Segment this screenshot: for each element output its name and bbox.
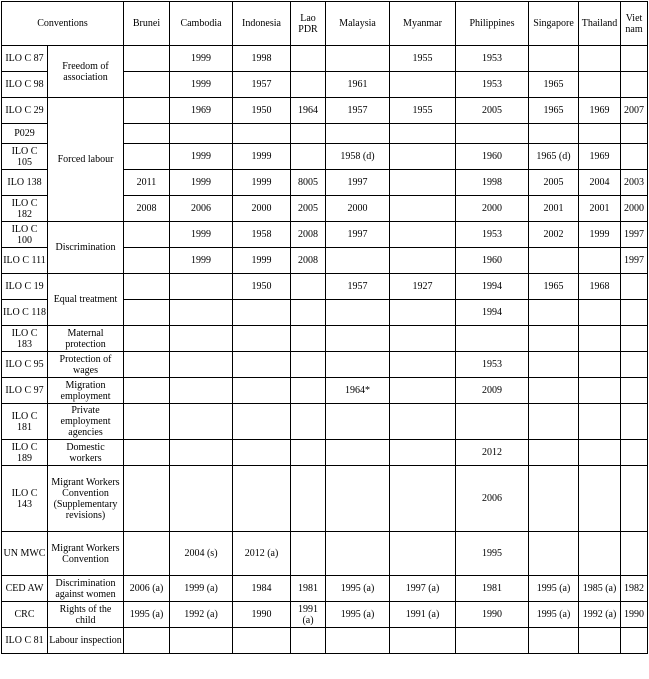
ratification-cell: 1999 xyxy=(170,46,233,72)
ratification-cell xyxy=(529,326,579,352)
ratification-cell xyxy=(291,466,326,532)
ratification-cell: 1985 (a) xyxy=(579,576,621,602)
convention-theme: Labour inspection xyxy=(48,628,124,654)
ratification-cell xyxy=(170,352,233,378)
ratification-cell xyxy=(291,72,326,98)
convention-code: ILO C 143 xyxy=(2,466,48,532)
convention-code: CRC xyxy=(2,602,48,628)
convention-theme: Rights of the child xyxy=(48,602,124,628)
ratification-cell xyxy=(390,440,456,466)
ratification-cell: 1999 xyxy=(170,222,233,248)
ratification-cell xyxy=(579,628,621,654)
ratification-cell xyxy=(124,352,170,378)
ratification-cell: 2005 xyxy=(456,98,529,124)
ratification-cell xyxy=(291,628,326,654)
ratification-cell: 1999 xyxy=(233,248,291,274)
ratification-cell xyxy=(170,124,233,144)
ratification-cell xyxy=(390,466,456,532)
table-row xyxy=(2,466,648,532)
convention-theme: Maternal protection xyxy=(48,326,124,352)
ratification-cell: 2008 xyxy=(291,222,326,248)
convention-code: ILO C 81 xyxy=(2,628,48,654)
ratification-cell: 1995 (a) xyxy=(124,602,170,628)
ratification-cell xyxy=(291,532,326,576)
ratification-cell xyxy=(390,628,456,654)
ratification-cell: 1957 xyxy=(233,72,291,98)
ratification-cell: 1997 xyxy=(326,170,390,196)
column-header-indonesia: Indonesia xyxy=(233,2,291,46)
ratification-cell: 1965 (d) xyxy=(529,144,579,170)
ratification-cell xyxy=(291,274,326,300)
ratification-cell: 1969 xyxy=(579,144,621,170)
ratification-cell: 2002 xyxy=(529,222,579,248)
convention-code: ILO C 118 xyxy=(2,300,48,326)
convention-theme: Migration employment xyxy=(48,378,124,404)
ratification-cell xyxy=(124,222,170,248)
ratification-cell xyxy=(291,300,326,326)
ratification-cell xyxy=(390,352,456,378)
ratification-cell xyxy=(621,46,648,72)
ratification-cell: 1953 xyxy=(456,72,529,98)
convention-code: ILO C 183 xyxy=(2,326,48,352)
ratification-cell xyxy=(390,144,456,170)
ratification-cell xyxy=(291,326,326,352)
column-header-thailand: Thailand xyxy=(579,2,621,46)
ratification-cell xyxy=(291,124,326,144)
ratification-cell: 1927 xyxy=(390,274,456,300)
table-row xyxy=(2,576,648,602)
ratification-cell xyxy=(170,300,233,326)
ratification-cell xyxy=(621,440,648,466)
column-header-brunei: Brunei xyxy=(124,2,170,46)
ratification-cell xyxy=(291,440,326,466)
ratification-cell: 1991 (a) xyxy=(291,602,326,628)
ratification-cell: 1990 xyxy=(621,602,648,628)
convention-theme: Equal treatment xyxy=(48,274,124,326)
ratification-cell: 2005 xyxy=(529,170,579,196)
ratification-cell xyxy=(170,628,233,654)
ratification-cell: 1981 xyxy=(456,576,529,602)
ratification-cell xyxy=(326,532,390,576)
ratification-cell: 1992 (a) xyxy=(579,602,621,628)
ratification-cell xyxy=(579,466,621,532)
ratification-cell xyxy=(390,326,456,352)
ratification-cell: 1991 (a) xyxy=(390,602,456,628)
convention-theme: Freedom of association xyxy=(48,46,124,98)
column-header-malaysia: Malaysia xyxy=(326,2,390,46)
ratification-cell xyxy=(291,352,326,378)
ratification-cell xyxy=(326,628,390,654)
ratification-cell: 2000 xyxy=(456,196,529,222)
ratification-cell xyxy=(124,628,170,654)
ratification-cell xyxy=(529,248,579,274)
ratification-cell: 1953 xyxy=(456,46,529,72)
table-row xyxy=(2,98,648,124)
header-row xyxy=(2,2,648,46)
ratification-cell xyxy=(233,352,291,378)
ratification-cell xyxy=(579,124,621,144)
ratification-cell: 1953 xyxy=(456,352,529,378)
ratification-cell xyxy=(124,466,170,532)
ratification-cell xyxy=(529,46,579,72)
convention-theme: Domestic workers xyxy=(48,440,124,466)
ratification-cell xyxy=(326,440,390,466)
ratification-cell xyxy=(124,378,170,404)
ratification-cell xyxy=(233,124,291,144)
ratification-cell: 1981 xyxy=(291,576,326,602)
convention-code: CED AW xyxy=(2,576,48,602)
ratification-cell xyxy=(456,404,529,440)
ratification-cell: 2001 xyxy=(579,196,621,222)
convention-code: ILO C 98 xyxy=(2,72,48,98)
convention-code: ILO C 95 xyxy=(2,352,48,378)
ratification-cell: 2004 (s) xyxy=(170,532,233,576)
ratification-cell: 1965 xyxy=(529,72,579,98)
ratification-cell xyxy=(621,300,648,326)
ratification-cell xyxy=(621,326,648,352)
ratification-cell xyxy=(579,248,621,274)
ratification-cell: 1997 (a) xyxy=(390,576,456,602)
table-row xyxy=(2,222,648,248)
ratification-cell xyxy=(124,248,170,274)
ratification-cell xyxy=(233,440,291,466)
convention-theme: Private employment agencies xyxy=(48,404,124,440)
ratification-cell xyxy=(233,466,291,532)
convention-theme: Discrimination xyxy=(48,222,124,274)
ratification-cell: 1999 xyxy=(170,144,233,170)
ratification-cell: 8005 xyxy=(291,170,326,196)
column-header-lao-pdr: Lao PDR xyxy=(291,2,326,46)
ratification-cell: 2008 xyxy=(291,248,326,274)
ratification-cell xyxy=(621,124,648,144)
ratification-cell: 1965 xyxy=(529,274,579,300)
ratification-cell: 1964 xyxy=(291,98,326,124)
convention-code: ILO C 19 xyxy=(2,274,48,300)
ratification-cell: 1995 (a) xyxy=(529,602,579,628)
column-header-myanmar: Myanmar xyxy=(390,2,456,46)
ratification-cell: 1957 xyxy=(326,274,390,300)
ratification-cell xyxy=(621,378,648,404)
ratification-cell xyxy=(326,46,390,72)
table-row xyxy=(2,602,648,628)
ratification-cell xyxy=(621,466,648,532)
ratification-cell: 1953 xyxy=(456,222,529,248)
ratification-cell: 1969 xyxy=(579,98,621,124)
table-row xyxy=(2,404,648,440)
conventions-ratification-table xyxy=(1,1,648,654)
convention-code: ILO C 105 xyxy=(2,144,48,170)
ratification-cell xyxy=(124,124,170,144)
ratification-cell: 2000 xyxy=(621,196,648,222)
ratification-cell: 1960 xyxy=(456,248,529,274)
ratification-cell: 2000 xyxy=(326,196,390,222)
ratification-cell: 2000 xyxy=(233,196,291,222)
ratification-cell xyxy=(233,326,291,352)
ratification-cell xyxy=(170,274,233,300)
ratification-cell: 1998 xyxy=(456,170,529,196)
table-row xyxy=(2,440,648,466)
convention-code: ILO C 189 xyxy=(2,440,48,466)
ratification-cell: 2012 (a) xyxy=(233,532,291,576)
table-row xyxy=(2,628,648,654)
ratification-cell xyxy=(390,404,456,440)
ratification-cell xyxy=(124,300,170,326)
table-row xyxy=(2,326,648,352)
ratification-cell xyxy=(456,628,529,654)
ratification-cell: 2006 xyxy=(170,196,233,222)
ratification-cell: 2003 xyxy=(621,170,648,196)
convention-code: ILO C 181 xyxy=(2,404,48,440)
ratification-cell: 2005 xyxy=(291,196,326,222)
convention-code: UN MWC xyxy=(2,532,48,576)
ratification-cell: 2009 xyxy=(456,378,529,404)
ratification-cell xyxy=(233,300,291,326)
ratification-cell: 1990 xyxy=(456,602,529,628)
ratification-cell xyxy=(456,124,529,144)
ratification-cell xyxy=(390,248,456,274)
ratification-cell xyxy=(124,98,170,124)
ratification-cell xyxy=(390,196,456,222)
table-row xyxy=(2,46,648,72)
ratification-cell: 1995 (a) xyxy=(326,576,390,602)
ratification-cell xyxy=(621,628,648,654)
ratification-cell: 1964* xyxy=(326,378,390,404)
ratification-cell xyxy=(124,72,170,98)
ratification-cell xyxy=(170,326,233,352)
ratification-cell xyxy=(326,326,390,352)
ratification-cell xyxy=(326,300,390,326)
ratification-cell xyxy=(529,466,579,532)
ratification-cell xyxy=(529,124,579,144)
convention-code: ILO C 100 xyxy=(2,222,48,248)
ratification-cell: 1995 xyxy=(456,532,529,576)
table-row xyxy=(2,274,648,300)
ratification-cell xyxy=(579,404,621,440)
column-header-conventions: Conventions xyxy=(2,2,124,46)
ratification-cell xyxy=(124,274,170,300)
column-header-cambodia: Cambodia xyxy=(170,2,233,46)
ratification-cell xyxy=(170,440,233,466)
ratification-cell: 1960 xyxy=(456,144,529,170)
ratification-cell: 1999 xyxy=(170,170,233,196)
ratification-cell xyxy=(621,404,648,440)
ratification-cell: 1997 xyxy=(621,222,648,248)
ratification-cell xyxy=(326,352,390,378)
convention-theme: Migrant Workers Convention (Supplementary revisions) xyxy=(48,466,124,532)
ratification-cell xyxy=(579,440,621,466)
ratification-cell xyxy=(170,466,233,532)
ratification-cell: 1982 xyxy=(621,576,648,602)
ratification-cell: 1999 xyxy=(170,72,233,98)
ratification-cell: 1999 (a) xyxy=(170,576,233,602)
ratification-cell xyxy=(579,352,621,378)
ratification-cell xyxy=(621,144,648,170)
table-row xyxy=(2,532,648,576)
ratification-cell xyxy=(291,378,326,404)
convention-code: ILO C 87 xyxy=(2,46,48,72)
ratification-cell: 1992 (a) xyxy=(170,602,233,628)
ratification-cell: 2001 xyxy=(529,196,579,222)
ratification-cell: 1994 xyxy=(456,300,529,326)
ratification-cell xyxy=(390,72,456,98)
ratification-cell: 1997 xyxy=(621,248,648,274)
ratification-cell xyxy=(233,628,291,654)
ratification-cell: 1955 xyxy=(390,98,456,124)
convention-theme: Protection of wages xyxy=(48,352,124,378)
ratification-cell: 2007 xyxy=(621,98,648,124)
ratification-cell xyxy=(124,46,170,72)
ratification-cell xyxy=(124,440,170,466)
ratification-cell xyxy=(326,248,390,274)
ratification-cell: 2008 xyxy=(124,196,170,222)
ratification-cell xyxy=(291,46,326,72)
ratification-cell xyxy=(326,124,390,144)
ratification-cell: 1999 xyxy=(233,170,291,196)
ratification-cell: 2006 (a) xyxy=(124,576,170,602)
ratification-cell xyxy=(621,352,648,378)
column-header-viet-nam: Viet nam xyxy=(621,2,648,46)
ratification-cell xyxy=(390,124,456,144)
ratification-cell xyxy=(621,532,648,576)
ratification-cell xyxy=(124,326,170,352)
column-header-singapore: Singapore xyxy=(529,2,579,46)
ratification-cell: 2006 xyxy=(456,466,529,532)
ratification-cell: 2011 xyxy=(124,170,170,196)
convention-code: ILO C 182 xyxy=(2,196,48,222)
ratification-cell xyxy=(390,170,456,196)
ratification-cell xyxy=(579,532,621,576)
ratification-cell xyxy=(390,532,456,576)
ratification-cell: 1998 xyxy=(233,46,291,72)
ratification-cell xyxy=(529,440,579,466)
convention-code: ILO C 111 xyxy=(2,248,48,274)
ratification-cell xyxy=(124,404,170,440)
ratification-cell xyxy=(170,404,233,440)
ratification-cell: 1994 xyxy=(456,274,529,300)
ratification-cell: 1958 xyxy=(233,222,291,248)
ratification-cell: 1965 xyxy=(529,98,579,124)
table-row xyxy=(2,352,648,378)
ratification-cell: 1999 xyxy=(233,144,291,170)
ratification-cell xyxy=(124,532,170,576)
ratification-cell: 1968 xyxy=(579,274,621,300)
ratification-cell xyxy=(621,274,648,300)
ratification-cell xyxy=(579,300,621,326)
ratification-cell xyxy=(456,326,529,352)
convention-code: ILO C 97 xyxy=(2,378,48,404)
ratification-cell: 2012 xyxy=(456,440,529,466)
ratification-cell xyxy=(326,466,390,532)
convention-code: P029 xyxy=(2,124,48,144)
ratification-cell xyxy=(529,352,579,378)
ratification-cell: 1958 (d) xyxy=(326,144,390,170)
ratification-cell: 1995 (a) xyxy=(529,576,579,602)
ratification-cell xyxy=(291,404,326,440)
ratification-cell xyxy=(124,144,170,170)
ratification-cell xyxy=(579,326,621,352)
table-body xyxy=(2,46,648,654)
ratification-cell: 1999 xyxy=(170,248,233,274)
ratification-cell xyxy=(621,72,648,98)
ratification-cell xyxy=(326,404,390,440)
ratification-cell xyxy=(529,532,579,576)
ratification-cell xyxy=(291,144,326,170)
convention-code: ILO 138 xyxy=(2,170,48,196)
ratification-cell: 1955 xyxy=(390,46,456,72)
ratification-cell: 1997 xyxy=(326,222,390,248)
column-header-philippines: Philippines xyxy=(456,2,529,46)
ratification-cell xyxy=(529,300,579,326)
ratification-cell: 1950 xyxy=(233,274,291,300)
ratification-cell: 1995 (a) xyxy=(326,602,390,628)
convention-theme: Forced labour xyxy=(48,98,124,222)
convention-theme: Migrant Workers Convention xyxy=(48,532,124,576)
ratification-cell: 1984 xyxy=(233,576,291,602)
ratification-cell: 2004 xyxy=(579,170,621,196)
ratification-cell xyxy=(529,378,579,404)
table-row xyxy=(2,378,648,404)
ratification-cell xyxy=(579,46,621,72)
ratification-cell: 1961 xyxy=(326,72,390,98)
ratification-cell xyxy=(579,378,621,404)
ratification-cell: 1950 xyxy=(233,98,291,124)
ratification-cell xyxy=(529,628,579,654)
ratification-cell: 1990 xyxy=(233,602,291,628)
convention-code: ILO C 29 xyxy=(2,98,48,124)
ratification-cell xyxy=(390,378,456,404)
ratification-cell xyxy=(170,378,233,404)
ratification-cell xyxy=(529,404,579,440)
ratification-cell xyxy=(390,222,456,248)
ratification-cell: 1999 xyxy=(579,222,621,248)
ratification-cell xyxy=(579,72,621,98)
ratification-cell xyxy=(233,378,291,404)
ratification-cell xyxy=(233,404,291,440)
convention-theme: Discrimination against women xyxy=(48,576,124,602)
ratification-cell: 1969 xyxy=(170,98,233,124)
ratification-cell: 1957 xyxy=(326,98,390,124)
ratification-cell xyxy=(390,300,456,326)
